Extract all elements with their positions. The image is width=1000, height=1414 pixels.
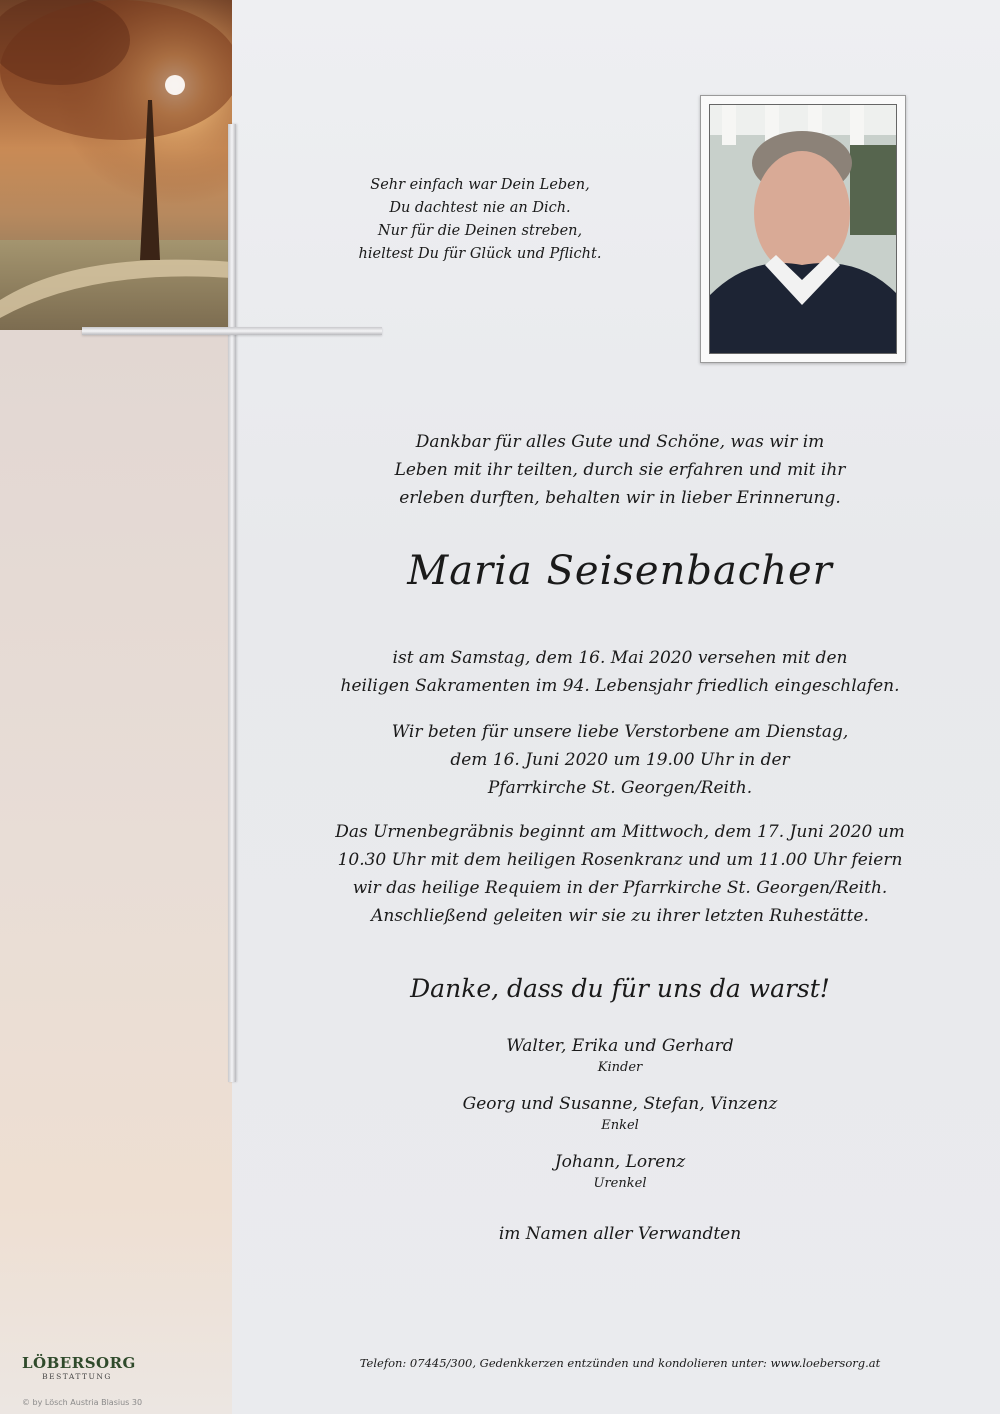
copyright-text: © by Lösch Austria Blasius 30 [22,1398,143,1407]
logo-subtitle: BESTATTUNG [42,1372,112,1381]
memorial-poem [300,174,660,266]
death-notice-line: heiligen Sakramenten im 94. Lebensjahr friedlich eingeschlafen. [340,676,900,696]
relatives-line [250,1222,990,1246]
poem-line: hieltest Du für Glück und Pflicht. [358,246,602,262]
autumn-tree-image [0,0,232,330]
prayer-line: Pfarrkirche St. Georgen/Reith. [487,778,753,798]
poem-line: Du dachtest nie an Dich. [389,200,571,216]
prayer-text [250,718,990,802]
family-role: Urenkel [593,1176,647,1191]
gratitude-text [250,428,990,512]
cross-vertical-beam [228,124,236,1082]
contact-footer: Telefon: 07445/300, Gedenkkerzen entzünden und kondolieren unter: www.loebersorg.at [359,1356,881,1370]
family-role: Kinder [597,1060,643,1075]
death-notice-text [250,644,990,700]
family-names: Johann, Lorenz [554,1152,686,1172]
poem-line: Sehr einfach war Dein Leben, [370,177,590,193]
gratitude-line: erleben durften, behalten wir in lieber Erinnerung. [399,488,841,508]
funeral-line: Das Urnenbegräbnis beginnt am Mittwoch, dem 17. Juni 2020 um [335,822,905,842]
funeral-text [250,818,990,930]
funeral-line: Anschließend geleiten wir sie zu ihrer letzten Ruhestätte. [371,906,869,926]
gratitude-line: Leben mit ihr teilten, durch sie erfahren und mit ihr [394,460,846,480]
poem-line: Nur für die Deinen streben, [377,223,583,239]
family-group [250,1150,990,1194]
funeral-line: 10.30 Uhr mit dem heiligen Rosenkranz und um 11.00 Uhr feiern [337,850,903,870]
deceased-name: Maria Seisenbacher [407,548,833,594]
cross-horizontal-beam [82,327,382,335]
family-role: Enkel [601,1118,639,1133]
funeral-home-logo [22,1354,136,1381]
family-group [250,1092,990,1136]
portrait-photo [709,104,897,354]
family-names: Walter, Erika und Gerhard [506,1036,734,1056]
relatives-text: im Namen aller Verwandten [498,1224,742,1244]
family-names: Georg und Susanne, Stefan, Vinzenz [462,1094,778,1114]
prayer-line: dem 16. Juni 2020 um 19.00 Uhr in der [450,750,790,770]
prayer-line: Wir beten für unsere liebe Verstorbene am Dienstag, [391,722,849,742]
family-group [250,1034,990,1078]
death-notice-line: ist am Samstag, dem 16. Mai 2020 versehen mit den [392,648,848,668]
funeral-line: wir das heilige Requiem in der Pfarrkirche St. Georgen/Reith. [352,878,888,898]
portrait-frame [700,95,906,363]
logo-brand: LÖBERSORG [22,1354,136,1372]
gratitude-line: Dankbar für alles Gute und Schöne, was wir im [415,432,825,452]
thanks-heading: Danke, dass du für uns da warst! [410,974,830,1003]
